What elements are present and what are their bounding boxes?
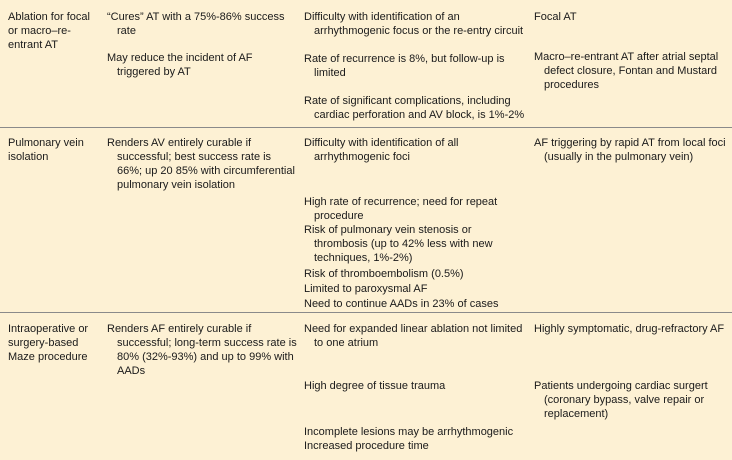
- list-item: Limited to paroxysmal AF: [304, 283, 428, 295]
- list-item: Increased procedure time: [304, 440, 429, 452]
- list-item: Focal AT: [534, 11, 577, 23]
- technique-cell: [8, 10, 100, 52]
- list-item: May reduce the incident of AF triggered by AT: [107, 52, 253, 78]
- list-item: Difficulty with identification of all arrhythmogenic foci: [304, 137, 459, 163]
- list-item: Difficulty with identification of an arrhythmogenic focus or the re-entry circuit: [304, 11, 524, 37]
- list-item: Incomplete lesions may be arrhythmogenic: [304, 426, 514, 438]
- list-item: “Cures” AT with a 75%-86% success rate: [107, 11, 285, 37]
- list-item: Renders AV entirely curable if successful; best success rate is 66%; up 20 85% with circumferential pulmonary vein isolation: [107, 137, 295, 191]
- technique-name: Pulmonary vein isolation: [8, 137, 84, 163]
- table-row: [0, 0, 732, 127]
- list-item: Highly symptomatic, drug-refractory AF: [534, 323, 725, 335]
- list-item: AF triggering by rapid AT from local foci (usually in the pulmonary vein): [534, 137, 726, 163]
- list-item: Need for expanded linear ablation not limited to one atrium: [304, 323, 523, 349]
- list-item: High rate of recurrence; need for repeat procedure: [304, 196, 498, 222]
- list-item: Risk of thromboembolism (0.5%): [304, 268, 464, 280]
- technique-cell: [8, 322, 100, 364]
- table-row: [0, 312, 732, 460]
- list-item: Renders AF entirely curable if successful; long-term success rate is 80% (32%-93%) and up to 99% with AADs: [107, 323, 297, 377]
- list-item: Need to continue AADs in 23% of cases: [304, 298, 499, 310]
- technique-cell: [8, 136, 100, 164]
- list-item: High degree of tissue trauma: [304, 380, 446, 392]
- list-item: Rate of significant complications, including cardiac perforation and AV block, is 1%-2%: [304, 95, 525, 121]
- technique-name: Ablation for focal or macro–re-entrant AT: [8, 11, 90, 51]
- table-row: [0, 127, 732, 313]
- list-item: Rate of recurrence is 8%, but follow-up is limited: [304, 53, 505, 79]
- technique-name: Intraoperative or surgery-based Maze procedure: [8, 323, 89, 363]
- list-item: Risk of pulmonary vein stenosis or thrombosis (up to 42% less with new techniques, 1%-2%): [304, 224, 493, 264]
- list-item: Patients undergoing cardiac surgert (coronary bypass, valve repair or replacement): [534, 380, 708, 420]
- list-item: Macro–re-entrant AT after atrial septal defect closure, Fontan and Mustard procedures: [534, 51, 719, 91]
